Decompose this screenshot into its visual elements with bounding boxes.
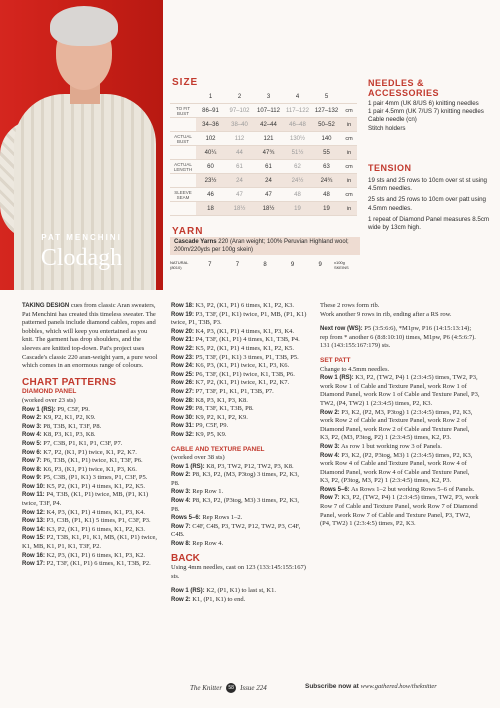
- pattern-row: Row 18: K3, P2, (K1, P1) 6 times, K1, P2, K3.: [171, 302, 295, 309]
- pattern-row: Row 3: Rep Row 1.: [171, 488, 224, 496]
- pattern-row: Row 10: K5, P2, (K1, P1) 4 times, K1, P2, K5.: [22, 482, 146, 490]
- column-3: These 2 rows form rib. Work another 9 rows in rib, ending after a RS row. Next row (WS): P5 (3:5:6:6), *M1pw, P16 (14:15:13:14); rep from * another 6 (8:8:10:10) times, M1pw, P6 (4:5:6:7). 131 (143:155:167:179) sts. SET PATT Change to 4.5mm needles. Row 1 (RS): K3, P2, (TW2, P4) 1 (2:3:4:5) times, TW2, P3, work Row 1 of Cable and Texture Panel, work Row 1 of Diamond Panel, work Row 1 of Cable and Texture Panel, P3, TW2, (P4, TW2) 1 (2:3:4:5) times, P2, K3. Row 2: P3, K2, (P2, M3, P3tog) 1 (2:3:4:5) times, P2, K3, work Row 2 of Cable and Texture Panel, work Row 2 of Diamond Panel, work Row 2 of Cable and Texture Panel, K3, P2, (M3, P3tog, P2) 1 (2:3:4:5) times, K2, P3. Row 3: As row 1 but working row 3 of Panels. Row 4: P3, K2, (P2, P3tog, M3) 1 (2:3:4:5) times, P2, K3, work Row 4 of Cable and Texture Panel, work Row 4 of Diamond Panel, work Row 4 of Cable and Texture Panel, K3, P2, (P3tog, M3, P2) 1 (2:3:4:5) times, K2, P3. Rows 5–6: As Rows 1–2 but working Rows 5–6 of Panels. Row 7: K3, P2, (TW2, P4) 1 (2:3:4:5) times, TW2, P3, work Row 7 of Cable and Texture Panel, work Row 7 of Diamond Panel, work Row 7 of Cable and Texture Panel, P3, TW2, (P4, TW2) 1 (2:3:4:5) times, P2, K3.: [320, 302, 480, 528]
- pattern-row: Row 7: K3, P2, (TW2, P4) 1 (2:3:4:5) times, TW2, P3, work Row 7 of Cable and Texture Panel, work Row 7 of Diamond Panel, work Row 7 of Cable and Texture Panel, P3, TW2, (P4, TW2) 1 (2:3:4:5) times, P2, K3.: [320, 494, 479, 528]
- next-row: Next row (WS): P5 (3:5:6:6), *M1pw, P16 (14:15:13:14); rep from * another 6 (8:8:10:10) times, M1pw, P6 (4:5:6:7). 131 (143:155:167:179) sts.: [320, 325, 476, 350]
- pattern-row: Row 16: K2, P3, (K1, P1) 6 times, K1, P3, K2.: [22, 551, 146, 559]
- pattern-row: Row 11: P4, T3B, (K1, P1) twice, MB, (P1, K1) twice, T3F, P4.: [22, 491, 149, 508]
- pattern-row: Row 1 (RS): K8, P3, TW2, P12, TW2, P3, K8.: [171, 462, 294, 470]
- diamond-rows: [22, 406, 158, 569]
- pattern-row: Row 1 (RS): K2, (P1, K1) to last st, K1.: [171, 587, 276, 595]
- cover-photo: [0, 0, 163, 290]
- needles-item: Stitch holders: [368, 124, 406, 132]
- set-patt-rows: [320, 374, 480, 529]
- size-row: TO FIT BUST 86–91 97–102 107–112 117–122 127–132 cm: [170, 104, 357, 118]
- pattern-row: Row 9: P5, C3B, (P1, K1) 3 times, P1, C3F, P5.: [22, 474, 148, 482]
- pattern-row: Row 22: K5, P2, (K1, P1) 4 times, K1, P2, K5.: [171, 344, 295, 352]
- size-row: 40¼ 44 47¾ 51½ 55 in: [170, 146, 357, 160]
- cable-panel-note: (worked over 38 sts): [171, 454, 225, 462]
- needles-item: 1 pair 4mm (UK 8/US 6) knitting needles: [368, 100, 479, 107]
- column-1: [22, 302, 158, 569]
- pattern-row: Row 4: K8, P3, K1, P3, K8.: [22, 431, 96, 439]
- pattern-row: Row 2: P8, K3, P2, (M3, P3tog) 3 times, P2, K3, P8.: [171, 471, 300, 487]
- pattern-row: Row 17: P2, T3F, (K1, P1) 6 times, K1, T3B, P2.: [22, 560, 151, 568]
- pattern-row: Row 19: P3, T3F, (P1, K1) twice, P1, MB, (P1, K1) twice, P1, T3B, P3.: [171, 310, 307, 327]
- cable-panel-heading: CABLE AND TEXTURE PANEL: [171, 445, 265, 453]
- chart-patterns-heading: CHART PATTERNS: [22, 376, 117, 388]
- pattern-row: Row 5: P7, C3B, P1, K1, P1, C3F, P7.: [22, 439, 123, 447]
- size-heading: SIZE: [172, 77, 199, 88]
- pattern-row: Row 14: K3, P2, (K1, P1) 6 times, K1, P2, K3.: [22, 525, 146, 533]
- back-intro: Using 4mm needles, cast on 123 (133:145:155:167) sts.: [171, 564, 306, 580]
- pattern-row: Row 20: K4, P3, (K1, P1) 4 times, K1, P3, K4.: [171, 327, 295, 335]
- pattern-row: Row 3: P8, T3B, K1, T3F, P8.: [22, 422, 102, 430]
- size-row: 34–36 38–40 42–44 46–48 50–52 in: [170, 118, 357, 132]
- pattern-row: Row 2: K1, (P1, K1) to end.: [171, 596, 246, 603]
- pattern-row: Row 8: Rep Row 4.: [171, 540, 224, 548]
- pattern-row: Row 27: P7, T3F, P1, K1, P1, T3B, P7.: [171, 387, 274, 395]
- page-number: 58: [226, 683, 236, 693]
- yarn-heading: YARN: [172, 226, 204, 237]
- pattern-row: Row 1 (RS): K3, P2, (TW2, P4) 1 (2:3:4:5) times, TW2, P3, work Row 1 of Cable and Texture Panel, work Row 1 of Diamond Panel, work Row 1 of Cable and Texture Panel, P3, TW2, (P4, TW2) 1 (2:3:4:5) times, P2, K3.: [320, 374, 480, 407]
- size-table: [170, 90, 357, 216]
- pattern-row: Row 26: K7, P2, (K1, P1) twice, K1, P2, K7.: [171, 379, 290, 387]
- pattern-row: Rows 5–6: As Rows 1–2 but working Rows 5–6 of Panels.: [320, 485, 475, 493]
- tension-heading: TENSION: [368, 163, 412, 173]
- pattern-row: Row 15: P2, T3B, K1, P1, K1, MB, (K1, P1) twice, K1, MB, K1, P1, K1, T3F, P2.: [22, 534, 158, 551]
- column-2: [171, 302, 309, 605]
- pattern-row: Row 8: K6, P3, (K1, P1) twice, K1, P3, K6.: [22, 465, 137, 473]
- size-row: 18 18½ 18½ 19 19 in: [170, 202, 357, 216]
- tension-text: 19 sts and 25 rows to 10cm over st st using 4.5mm needles. 25 sts and 25 rows to 10cm over patt using 4.5mm needles. 1 repeat of Diamond Panel measures 8.5cm wide by 13cm high.: [368, 177, 490, 232]
- pattern-row: Row 12: K4, P3, (K1, P1) 4 times, K1, P3, K4.: [22, 508, 146, 516]
- pattern-row: Row 29: P8, T3F, K1, T3B, P8.: [171, 405, 254, 413]
- intro-paragraph: TAKING DESIGN cues from classic Aran sweaters, Pat Menchini has created this timeless sweater. The patterned panels include diamond cables, ropes and bobbles, which will keep you entertained as you knit. The garment has drop shoulders, and the sleeves are knitted top-down. Pat's project uses Cascade's classic 220 aran-weight yarn, a pure wool which comes in an enormous range of colours.: [22, 302, 158, 370]
- size-row: 23½ 24 24 24½ 24¾ in: [170, 174, 357, 188]
- pattern-row: Row 25: P6, T3F, (K1, P1) twice, K1, T3B, P6.: [171, 370, 295, 378]
- diamond-rows-cont: [171, 302, 309, 440]
- pattern-row: Row 4: P3, K2, (P2, P3tog, M3) 1 (2:3:4:5) times, P2, K3, work Row 4 of Cable and Texture Panel, work Row 4 of Diamond Panel, work Row 4 of Cable and Texture Panel, K3, P2, (P3tog, M3, P2) 1 (2:3:4:5) times, K2, P3.: [320, 451, 473, 485]
- pattern-row: Row 30: K9, P2, K1, P2, K9.: [171, 413, 248, 421]
- size-header-row: 1 2 3 4 5: [170, 90, 357, 104]
- pattern-row: Row 32: K9, P5, K9.: [171, 430, 227, 438]
- size-row: SLEEVE SEAM 46 47 47 48 48 cm: [170, 188, 357, 202]
- pattern-row: Row 2: K9, P2, K1, P2, K9.: [22, 414, 96, 422]
- pattern-row: Row 2: P3, K2, (P2, M3, P3tog) 1 (2:3:4:5) times, P2, K3, work Row 2 of Cable and Texture Panel, work Row 2 of Diamond Panel, work Row 2 of Cable and Texture Panel, K3, P2, (M3, P3tog, P2) 1 (2:3:4:5) times, K2, P3.: [320, 408, 473, 442]
- designer-name: PAT MENCHINI: [41, 233, 122, 242]
- pattern-row: Row 3: As row 1 but working row 3 of Panels.: [320, 442, 442, 450]
- pattern-row: Row 31: P9, C5F, P9.: [171, 422, 229, 430]
- set-patt-heading: SET PATT: [320, 356, 351, 364]
- subscribe-link[interactable]: www.gathered.how/theknitter: [360, 683, 437, 690]
- needles-item: 1 pair 4.5mm (UK 7/US 7) knitting needles: [368, 108, 484, 116]
- back-rows: [171, 587, 309, 604]
- needles-heading: NEEDLES & ACCESSORIES: [368, 78, 440, 98]
- back-heading: BACK: [171, 552, 200, 564]
- pattern-title: Clodagh: [40, 245, 123, 271]
- pattern-row: Row 1 (RS): P9, C5F, P9.: [22, 405, 90, 413]
- pattern-row: Row 7: C4F, C4B, P3, TW2, P12, TW2, P3, C4F, C4B.: [171, 522, 301, 539]
- needles-list: [368, 100, 496, 133]
- pattern-row: Row 23: P5, T3F, (P1, K1) 3 times, P1, T3B, P5.: [171, 353, 299, 361]
- size-row: ACTUAL BUST 102 112 121 130½ 140 cm: [170, 132, 357, 146]
- cable-rows: [171, 463, 309, 549]
- pattern-row: Row 21: P4, T3F, (K1, P1) 4 times, K1, T3B, P4.: [171, 336, 300, 344]
- pattern-row: Row 6: K7, P2, (K1, P1) twice, K1, P2, K7.: [22, 448, 137, 456]
- yarn-description: Cascade Yarns 220 (Aran weight; 100% Peruvian Highland wool; 200m/220yds per 100g skein): [170, 237, 360, 255]
- diamond-panel-heading: DIAMOND PANEL: [22, 388, 77, 396]
- yarn-quantities: NATURAL (8010) 7 7 8 9 9 x100g SKEINS: [170, 257, 360, 272]
- diamond-panel-note: (worked over 23 sts): [22, 396, 76, 404]
- needles-item: Cable needle (cn): [368, 116, 417, 124]
- yarn-colour-label: NATURAL (8010): [170, 259, 189, 270]
- pattern-row: Row 24: K6, P3, (K1, P1) twice, K1, P3, K6.: [171, 362, 290, 370]
- pattern-row: Row 13: P3, C3B, (P1, K1) 5 times, P1, C3F, P3.: [22, 517, 151, 525]
- footer-subscribe: Subscribe now at www.gathered.how/theknitter: [305, 683, 437, 690]
- yarn-unit-label: x100g SKEINS: [333, 259, 349, 270]
- pattern-row: Row 4: P8, K3, P2, (P3tog, M3) 3 times, P2, K3, P8.: [171, 497, 300, 513]
- pattern-row: Row 7: P6, T3B, (K1, P1) twice, K1, T3F, P6.: [22, 457, 143, 465]
- size-row: ACTUAL LENGTH 60 61 61 62 63 cm: [170, 160, 357, 174]
- footer-issue: The Knitter 58 Issue 224: [190, 684, 267, 692]
- pattern-row: Row 28: K8, P3, K1, P3, K8.: [171, 396, 248, 404]
- pattern-row: Rows 5–6: Rep Rows 1–2.: [171, 514, 243, 522]
